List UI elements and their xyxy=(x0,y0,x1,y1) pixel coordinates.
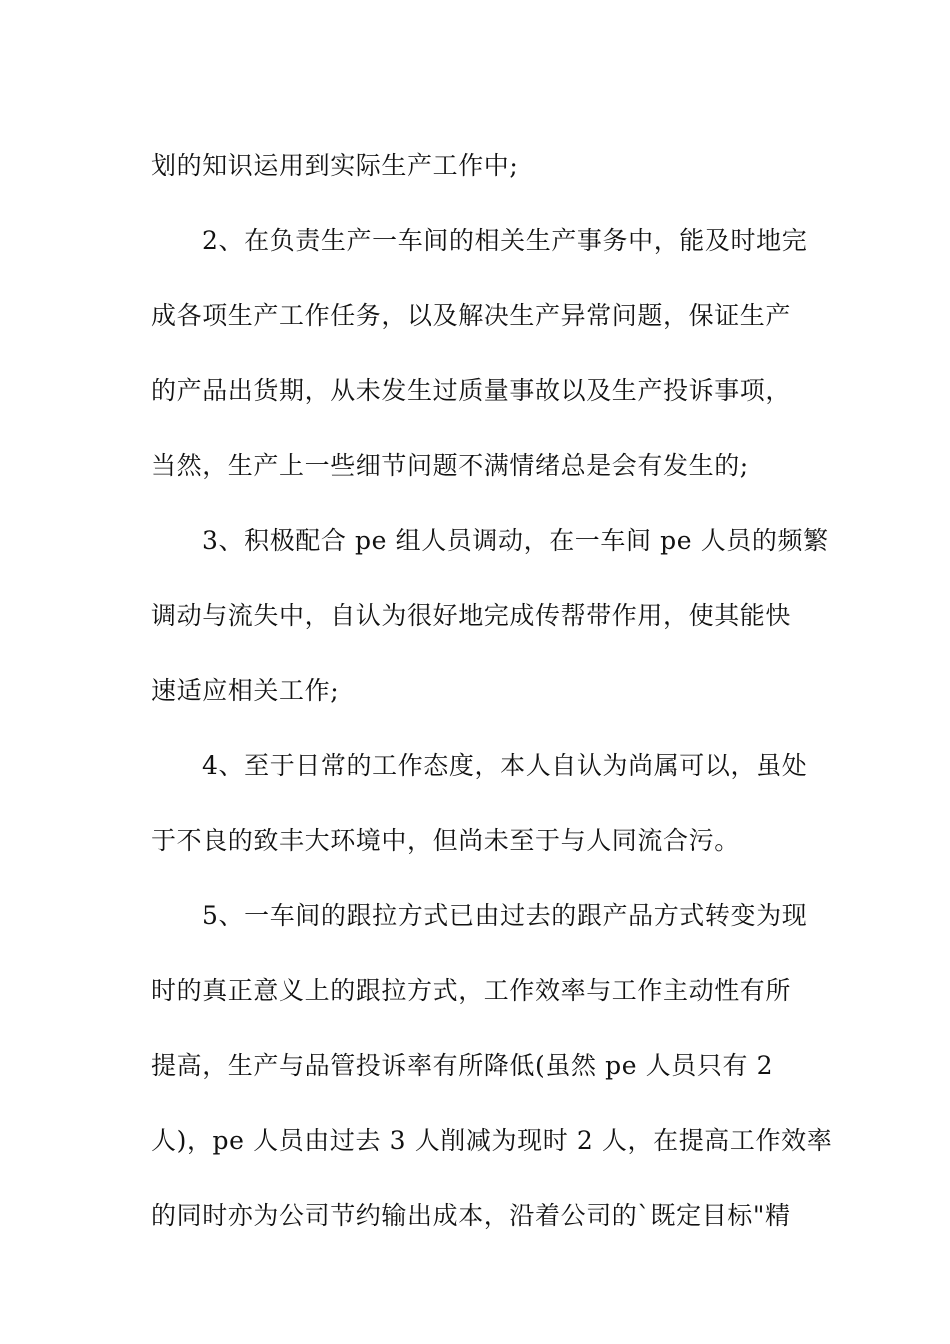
text-line: 提高，生产与品管投诉率有所降低(虽然 pe 人员只有 2 xyxy=(151,1051,774,1080)
text-line: 当然，生产上一些细节问题不满情绪总是会有发生的; xyxy=(151,451,749,480)
text-line-item-5-start: 5、一车间的跟拉方式已由过去的跟产品方式转变为现 xyxy=(202,901,808,930)
text-line-item-2-start: 2、在负责生产一车间的相关生产事务中，能及时地完 xyxy=(202,226,808,255)
text-line: 速适应相关工作; xyxy=(151,676,340,705)
text-line-continuation: 划的知识运用到实际生产工作中; xyxy=(151,151,519,180)
text-line: 时的真正意义上的跟拉方式，工作效率与工作主动性有所 xyxy=(151,976,792,1005)
text-line-item-3-start: 3、积极配合 pe 组人员调动，在一车间 pe 人员的频繁 xyxy=(202,526,829,555)
text-line: 调动与流失中，自认为很好地完成传帮带作用，使其能快 xyxy=(151,601,792,630)
text-line-item-4-start: 4、至于日常的工作态度，本人自认为尚属可以，虽处 xyxy=(202,751,808,780)
text-line: 的产品出货期，从未发生过质量事故以及生产投诉事项， xyxy=(151,376,792,405)
text-line: 人)，pe 人员由过去 3 人削减为现时 2 人，在提高工作效率 xyxy=(151,1126,833,1155)
text-line: 的同时亦为公司节约输出成本，沿着公司的`既定目标"精 xyxy=(151,1201,791,1230)
text-line: 于不良的致丰大环境中，但尚未至于与人同流合污。 xyxy=(151,826,740,855)
text-line: 成各项生产工作任务，以及解决生产异常问题，保证生产 xyxy=(151,301,792,330)
body-text xyxy=(151,128,833,1253)
